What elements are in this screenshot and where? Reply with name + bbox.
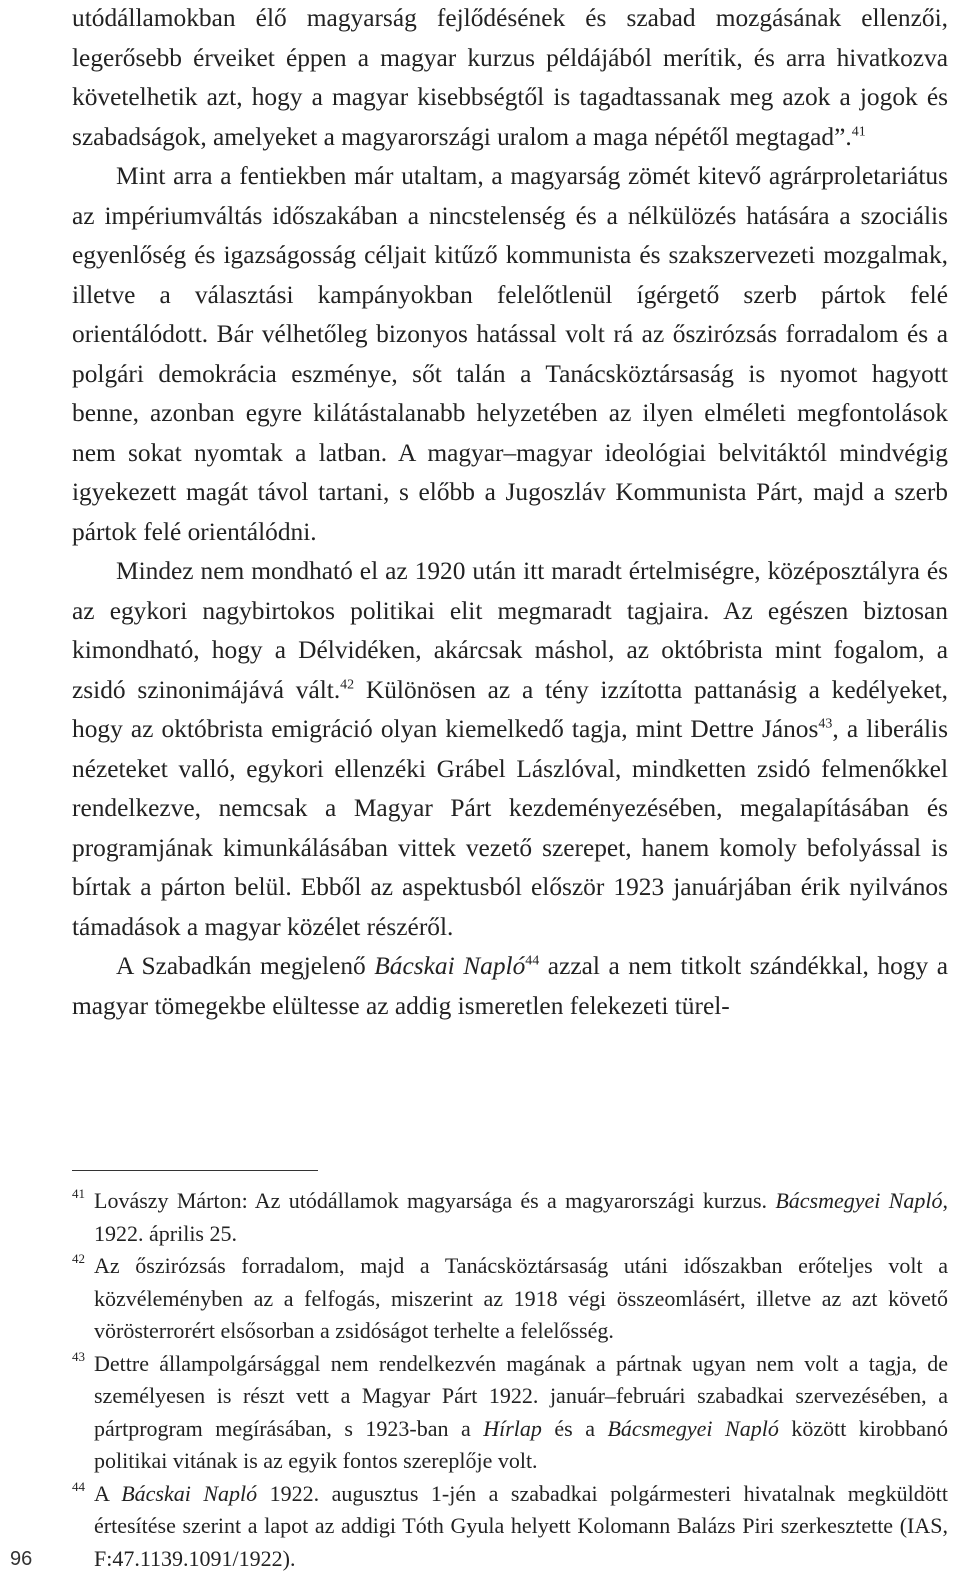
footnote-number: 44	[72, 1477, 85, 1497]
paragraph-4	[72, 947, 948, 1026]
footnote-text: Dettre állampolgársággal nem rendelkezvén magának a pártnak ugyan nem volt a tagja, de személyesen is részt vett a Magyar Párt 1922. január–februári szabadkai szervezésében, a pártprogram megírásában, s 1923-ban a	[94, 1351, 948, 1441]
footnote-ref-41[interactable]: 41	[852, 124, 866, 139]
paragraph-3	[72, 552, 948, 947]
footnote-text: 1922. augusztus 1-jén a szabadkai polgármesteri hivatalnak megküldött értesítése szerint a lapot az addigi Tóth Gyula helyett Kolomann Balázs Piri szerkesztette (IAS, F:47.1139.1091/1922).	[94, 1481, 948, 1571]
paragraph-3-text-c: , a liberális nézeteket valló, egykori ellenzéki Grábel Lászlóval, mindketten zsidó felmenőkkel rendelkezve, nemcsak a Magyar Párt kezdeményezésében, megalapításában és programjának kimunkálásában vittek vezető szerepet, hanem komoly befolyással is bírtak a párton belül. Ebből az aspektusból először 1923 januárjában érik nyilvános támadások a magyar közélet részéről.	[72, 715, 948, 941]
footnotes	[72, 1185, 948, 1575]
footnote-text: Lovászy Márton: Az utódállamok magyarsága és a magyarországi kurzus.	[94, 1188, 775, 1213]
footnote-41	[72, 1185, 948, 1250]
footnote-italic: Bácsmegyei Napló	[607, 1416, 778, 1441]
footnote-text: , 1922. április 25.	[94, 1188, 948, 1246]
footnote-ref-44[interactable]: 44	[525, 954, 539, 969]
footnote-ref-43[interactable]: 43	[818, 717, 832, 732]
footnote-44	[72, 1478, 948, 1575]
footnote-italic: Hírlap	[483, 1416, 542, 1441]
footnote-number: 43	[72, 1347, 85, 1367]
paragraph-3-text-a: Mindez nem mondható el az 1920 után itt maradt értelmiségre, középosztályra és az egykori nagybirtokos politikai elit megmaradt tagjaira. Az egészen biztosan kimondható, hogy a Délvidéken, akárcsak máshol, az októbrista mint fogalom, a zsidó szinonimájává vált.	[72, 557, 948, 704]
footnote-text: és a	[542, 1416, 608, 1441]
footnote-text: A	[94, 1481, 121, 1506]
paragraph-4-text-b: azzal a nem titkolt szándékkal, hogy a magyar tömegekbe elültesse az addig ismeretlen felekezeti türel-	[72, 952, 948, 1020]
footnote-ref-42[interactable]: 42	[340, 677, 354, 692]
page-number: 96	[10, 1548, 32, 1571]
footnote-italic: Bácskai Napló	[121, 1481, 257, 1506]
paragraph-1-text: utódállamokban élő magyarság fejlődésének és szabad mozgásának ellenzői, legerősebb érveiket éppen a magyar kurzus példájából merítik, és arra hivatkozva követelhetik azt, hogy a magyar kisebbségtől is tagadtassanak meg azok a jogok és szabadságok, amelyeket a magyarországi uralom a maga népétől megtagad”.	[72, 4, 948, 151]
paragraph-3-text-b: Különösen az a tény izzította pattanásig a kedélyeket, hogy az októbrista emigráció olyan kiemelkedő tagja, mint Dettre János	[72, 676, 948, 744]
footnote-text: között kirobbanó politikai vitának is az egyik fontos szereplője volt.	[94, 1416, 948, 1474]
footnote-separator	[72, 1170, 318, 1171]
footnote-number: 41	[72, 1184, 85, 1204]
footnote-number: 42	[72, 1249, 85, 1269]
footnote-italic: Bácsmegyei Napló	[775, 1188, 942, 1213]
paragraph-2: Mint arra a fentiekben már utaltam, a magyarság zömét kitevő agrárproletariátus az impériumváltás időszakában a nincstelenség és a nélkülözés hatására a szociális egyenlőség és igazságosság céljait kitűző kommunista és szakszervezeti mozgalmak, illetve a választási kampányokban felelőtlenül ígérgető szerb pártok felé orientálódott. Bár vélhetőleg bizonyos hatással volt rá az őszirózsás forradalom és a polgári demokrácia eszménye, sőt talán a Tanácsköztársaság is nyomot hagyott benne, azonban egyre kilátástalanabb helyzetében az ilyen elméleti megfontolások nem sokat nyomtak a latban. A magyar–magyar ideológiai belvitáktól mindvégig igyekezett magát távol tartani, s előbb a Jugoszláv Kommunista Párt, majd a szerb pártok felé orientálódni.	[72, 157, 948, 552]
footnote-text: Az őszirózsás forradalom, majd a Tanácsköztársaság utáni időszakban erőteljes volt a közvéleményben az a felfogás, miszerint az 1918 végi összeomlásért, illetve az azt követő vörösterrorért elsősorban a zsidóságot terhelte a felelősség.	[94, 1253, 948, 1343]
paragraph-1	[72, 0, 948, 157]
main-text	[72, 0, 948, 1026]
paragraph-4-title: Bácskai Napló	[374, 952, 525, 980]
footnote-43	[72, 1348, 948, 1478]
footnote-42	[72, 1250, 948, 1348]
paragraph-4-text-a: A Szabadkán megjelenő	[116, 952, 374, 980]
